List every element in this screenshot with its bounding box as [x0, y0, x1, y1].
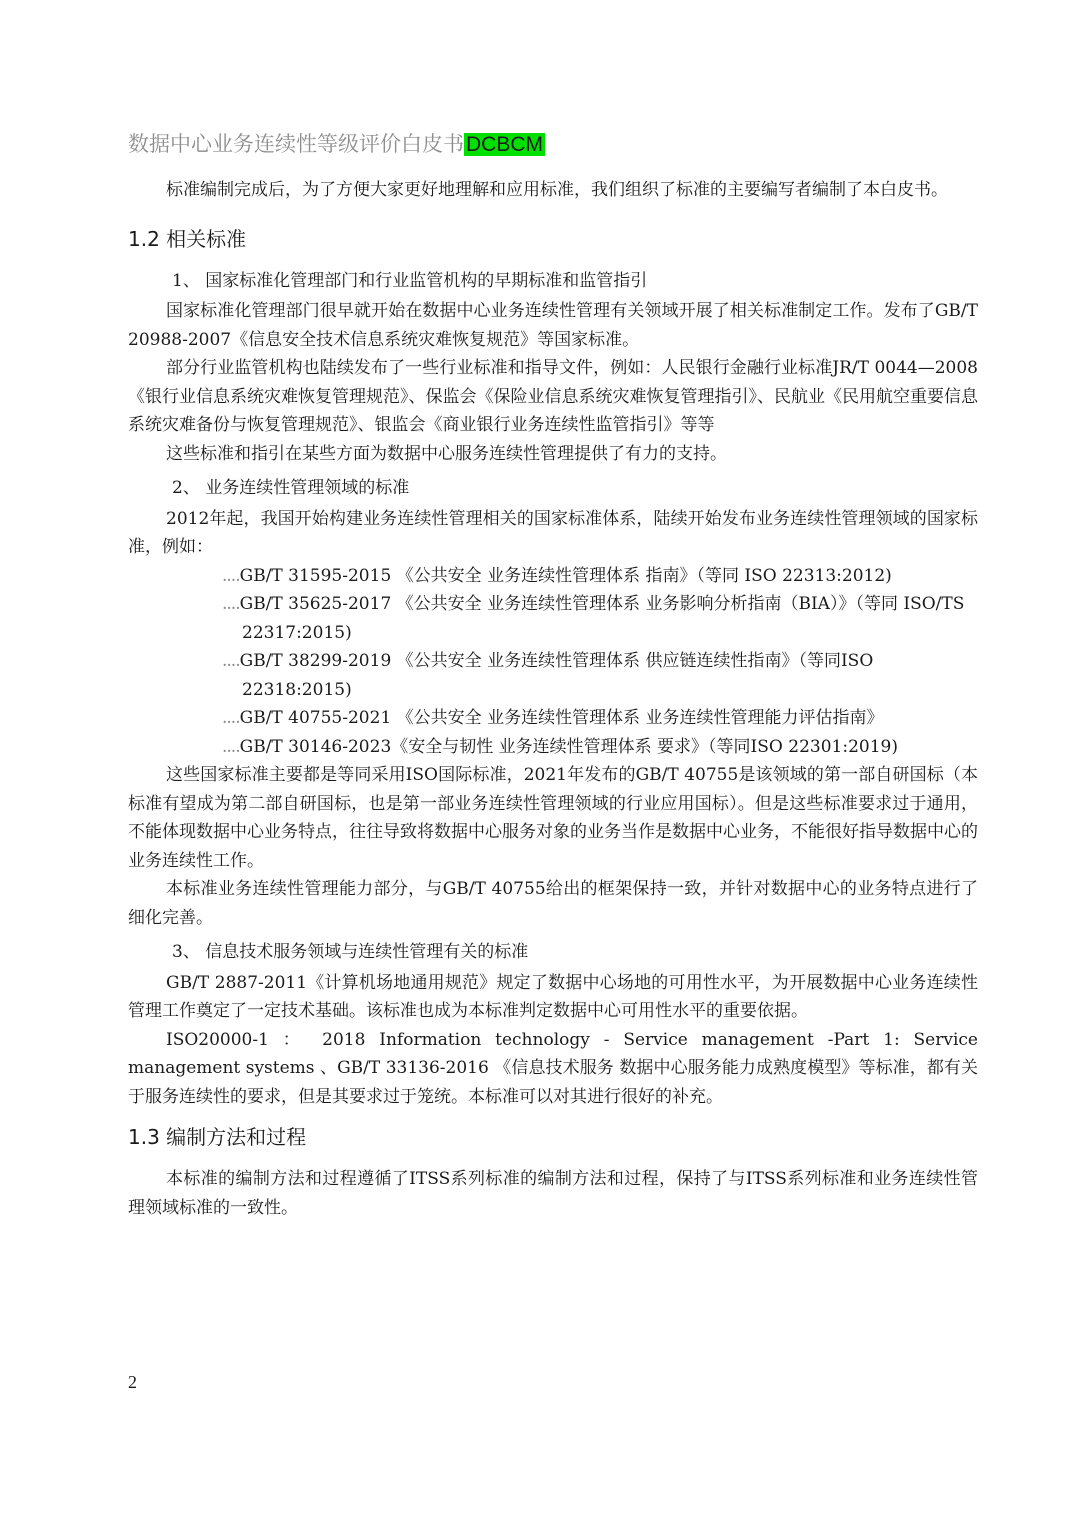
- standard-item: ....GB/T 35625-2017 《公共安全 业务连续性管理体系 业务影响分析指南（BIA）》（等同 ISO/TS 22317:2015): [222, 594, 965, 643]
- section-heading-1-2: 1.2 相关标准: [128, 226, 247, 251]
- item-2-paragraph-2: 这些国家标准主要都是等同采用ISO国际标准，2021年发布的GB/T 40755是该领域的第一部自研国标（本标准有望成为第二部自研国标，也是第一部业务连续性管理领域的行业应用国标）。但是这些标准要求过于通用，不能体现数据中心业务特点，往往导致将数据中心服务对象的业务当作是数据中心业务，不能很好指导数据中心的业务连续性工作。: [128, 765, 978, 871]
- bullet-dots: ....: [222, 594, 240, 614]
- bullet-dots: ....: [222, 736, 240, 757]
- section-1-3-paragraph: 本标准的编制方法和过程遵循了ITSS系列标准的编制方法和过程，保持了与ITSS系列标准和业务连续性管理领域标准的一致性。: [128, 1169, 978, 1218]
- bullet-dots: ....: [222, 708, 240, 728]
- header-tag-highlight: DCBCM: [466, 133, 543, 156]
- item-2-title: 2、 业务连续性管理领域的标准: [172, 478, 410, 498]
- item-3-paragraph-1: GB/T 2887-2011《计算机场地通用规范》规定了数据中心场地的可用性水平，为开展数据中心业务连续性管理工作奠定了一定技术基础。该标准也成为本标准判定数据中心可用性水平的重要依据。: [128, 972, 978, 1021]
- item-1-paragraph-3: 这些标准和指引在某些方面为数据中心服务连续性管理提供了有力的支持。: [166, 443, 727, 464]
- standard-item: ....GB/T 40755-2021 《公共安全 业务连续性管理体系 业务连续性管理能力评估指南》: [222, 708, 884, 728]
- standard-item: ....GB/T 38299-2019 《公共安全 业务连续性管理体系 供应链连续性指南》（等同ISO 22318:2015): [222, 651, 874, 700]
- item-3-title: 3、 信息技术服务领域与连续性管理有关的标准: [172, 942, 529, 962]
- page-number: 2: [128, 1372, 137, 1392]
- bullet-dots: ....: [222, 651, 240, 671]
- section-heading-1-3: 1.3 编制方法和过程: [128, 1125, 307, 1149]
- standard-item: ....GB/T 31595-2015 《公共安全 业务连续性管理体系 指南》（等同 ISO 22313:2012): [222, 565, 892, 586]
- document-header: [128, 128, 545, 160]
- item-2-paragraph-3: 本标准业务连续性管理能力部分，与GB/T 40755给出的框架保持一致，并针对数据中心的业务特点进行了细化完善。: [128, 879, 978, 928]
- standards-list: [128, 562, 978, 762]
- document-body: [128, 176, 978, 1222]
- bullet-dots: ....: [222, 565, 240, 586]
- header-title: 数据中心业务连续性等级评价白皮书: [128, 132, 464, 156]
- item-2-paragraph-1: 2012年起，我国开始构建业务连续性管理相关的国家标准体系，陆续开始发布业务连续性管理领域的国家标准，例如：: [128, 508, 978, 557]
- item-3-paragraph-2: ISO20000-1 ： 2018 Information technology - Service management -Part 1: Service management systems 、GB/T 33136-2016 《信息技术服务 数据中心服务能力成熟度模型》等标准，都有关于服务连续性的要求，但是其要求过于笼统。本标准可以对其进行很好的补充。: [128, 1029, 978, 1107]
- standard-item: ....GB/T 30146-2023《安全与韧性 业务连续性管理体系 要求》（等同ISO 22301:2019): [222, 736, 898, 757]
- item-1-paragraph-2: 部分行业监管机构也陆续发布了一些行业标准和指导文件，例如：人民银行金融行业标准JR/T 0044—2008《银行业信息系统灾难恢复管理规范》、保监会《保险业信息系统灾难恢复管理指引》、民航业《民用航空重要信息系统灾难备份与恢复管理规范》、银监会《商业银行业务连续性监管指引》等等: [128, 358, 978, 435]
- intro-paragraph: 标准编制完成后，为了方便大家更好地理解和应用标准，我们组织了标准的主要编写者编制了本白皮书。: [166, 180, 948, 200]
- item-1-paragraph-1: 国家标准化管理部门很早就开始在数据中心业务连续性管理有关领域开展了相关标准制定工作。发布了GB/T 20988-2007《信息安全技术信息系统灾难恢复规范》等国家标准。: [128, 301, 978, 350]
- item-1-title: 1、 国家标准化管理部门和行业监管机构的早期标准和监管指引: [172, 270, 648, 291]
